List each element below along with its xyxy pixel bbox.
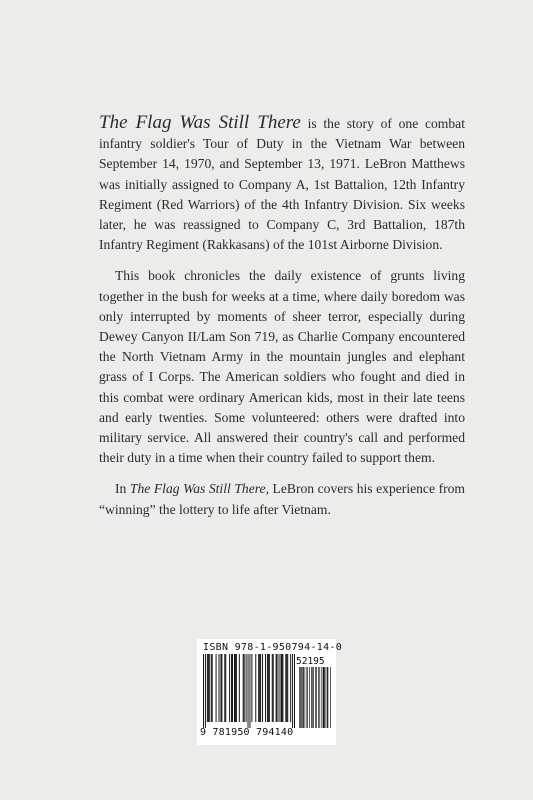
barcode-bar	[269, 654, 270, 722]
book-title-inline: The Flag Was Still There	[129, 481, 266, 497]
addon-bar	[327, 667, 328, 728]
addon-bar	[304, 667, 305, 728]
barcode-bar	[208, 654, 209, 722]
addon-bar	[324, 667, 325, 728]
blurb-paragraph-2: This book chronicles the daily existence of grunts living together in the bush for weeks at a time, where daily boredom was only interrupted by moments of sheer terror, especially during Dewey Canyon II/Lam Son 719, as Charlie Company encountered the North Vietnam Army in the mountain jungles and elephant grass of I Corps. The American soldiers who fought and died in this combat were ordinary American kids, most in their late teens and early twenties. Some volunteered: others were drafted into military service. All answered their country's call and performed their duty in a time when their country failed to support them.	[99, 268, 465, 466]
addon-bar	[309, 667, 310, 728]
addon-bar	[312, 667, 313, 728]
blurb-paragraph-3-prefix: In	[115, 481, 130, 497]
barcode-bar	[246, 654, 247, 722]
barcode-bar	[272, 654, 273, 722]
barcode-bar	[277, 654, 278, 722]
barcode-bar	[258, 654, 259, 722]
barcode-bar	[216, 654, 217, 722]
blurb-paragraph-3	[99, 479, 465, 519]
ean-barcode-bars	[203, 654, 295, 728]
barcode-bar	[248, 654, 249, 728]
blurb-paragraph-1	[99, 113, 465, 255]
addon-bar	[321, 667, 322, 728]
addon-bar	[300, 667, 301, 728]
barcode-bar	[229, 654, 230, 722]
barcode-bar	[276, 654, 277, 722]
isbn-barcode	[197, 639, 343, 745]
barcode-bar	[232, 654, 233, 722]
barcode-bar	[249, 654, 250, 728]
addon-bar	[299, 667, 300, 728]
addon-bar	[315, 667, 316, 728]
barcode-bar	[268, 654, 269, 722]
book-blurb	[99, 113, 465, 531]
addon-bar	[328, 667, 329, 728]
addon-bar	[323, 667, 324, 728]
blurb-paragraph-1-text: is the story of one combat infantry soldier's Tour of Duty in the Vietnam War between September 14, 1970, and September 13, 1971. LeBron Matthews was initially assigned to Company A, 1st Battalion, 12th Infantry Regiment (Red Warriors) of the 4th Infantry Division. Six weeks later, he was reassigned to Company C, 3rd Battalion, 187th Infantry Regiment (Rakkasans) of the 101st Airborne Division.	[99, 116, 465, 253]
barcode-bar	[211, 654, 212, 722]
barcode-bar	[282, 654, 283, 722]
addon-bar	[306, 667, 307, 728]
addon-bar	[311, 667, 312, 728]
barcode-bar	[234, 654, 235, 722]
addon-bar	[319, 667, 320, 728]
barcode-bar	[294, 654, 295, 728]
addon-bar	[316, 667, 317, 728]
barcode-bar	[265, 654, 266, 722]
barcode-bar	[280, 654, 281, 722]
barcode-bar	[225, 654, 226, 722]
addon-bar	[330, 667, 331, 728]
isbn-number: ISBN 978-1-950794-14-0	[203, 642, 343, 653]
addon-barcode-bars	[299, 667, 331, 728]
barcode-bar	[286, 654, 287, 722]
barcode-bar	[205, 654, 206, 728]
addon-bar	[324, 667, 325, 728]
barcode-bar	[281, 654, 282, 722]
barcode-bar	[260, 654, 261, 722]
barcode-bar	[231, 654, 232, 722]
addon-bar	[326, 667, 327, 728]
barcode-bar	[239, 654, 240, 722]
barcode-bar	[209, 654, 210, 722]
barcode-bar	[218, 654, 219, 722]
addon-bar	[313, 667, 314, 728]
barcode-bar	[290, 654, 291, 722]
barcode-bar	[243, 654, 244, 722]
barcode-bar	[287, 654, 288, 722]
barcode-bar	[236, 654, 237, 722]
addon-bar	[307, 667, 308, 728]
addon-bar	[303, 667, 304, 728]
barcode-bar	[224, 654, 225, 722]
barcode-bar	[292, 654, 293, 728]
addon-bar	[301, 667, 302, 728]
barcode-bar	[273, 654, 274, 722]
barcode-bar	[267, 654, 268, 722]
barcode-bar	[251, 654, 252, 722]
barcode-bar	[220, 654, 221, 722]
barcode-bar	[259, 654, 260, 722]
barcode-bar	[203, 654, 204, 728]
barcode-bar	[255, 654, 256, 722]
ean-digits: 9 781950 794140	[200, 727, 294, 738]
barcode-bar	[212, 654, 213, 722]
barcode-bar	[279, 654, 280, 722]
barcode-bar	[235, 654, 236, 722]
barcode-bar	[262, 654, 263, 722]
addon-bar	[302, 667, 303, 728]
barcode-bar	[285, 654, 286, 722]
book-title-lead: The Flag Was Still There	[99, 112, 301, 133]
barcode-bar	[207, 654, 208, 722]
barcode-bar	[221, 654, 222, 722]
barcode-bar	[244, 654, 245, 722]
addon-bar	[318, 667, 319, 728]
blurb-paragraph-3-text: , LeBron covers his experience from “winning” the lottery to life after Vietnam.	[99, 481, 465, 517]
price-code: 52195	[296, 656, 325, 667]
